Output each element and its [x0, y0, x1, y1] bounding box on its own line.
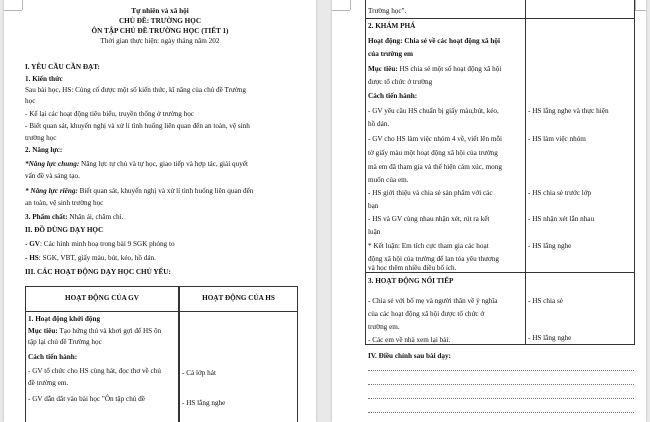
body-text: vấn đề và sáng tạo.	[25, 172, 80, 180]
margin-marker	[635, 0, 636, 10]
document-page-left	[4, 0, 316, 422]
margin-marker	[332, 10, 350, 11]
cell-text: Hoạt động: Chia sẻ về các hoạt động xã hội	[368, 37, 500, 45]
body-text: * Năng lực riêng: Biết quan sát, khuyến nghị và xử lí tình huống liên quan đến	[25, 187, 254, 195]
cell-text: Mục tiêu: HS chia sẻ một số hoạt động xã hội	[368, 65, 502, 73]
cell-text: Cách tiến hành:	[28, 353, 78, 361]
subject-heading: Tự nhiên và xã hội	[131, 7, 189, 15]
cell-text: - GV dẫn dắt vào bài học "Ôn tập chủ đề	[28, 395, 145, 403]
cell-text: hồ dán.	[368, 120, 390, 128]
cell-text: - GV cho HS làm việc nhóm 4 về, viết lên mỗi	[368, 135, 503, 143]
fill-line	[368, 412, 634, 413]
cell-text: - HS và GV cùng nhau nhận xét, rút ra kết	[368, 215, 490, 223]
cell-text: muốn của em.	[368, 176, 409, 184]
margin-marker	[635, 10, 646, 11]
cell-text: - GV yêu cầu HS chuẩn bị giấy màu,bút, kéo,	[368, 107, 499, 115]
activity-title: 1. Hoạt động khởi động	[28, 315, 101, 323]
activity-title: 2. KHÁM PHÁ	[368, 22, 416, 30]
cell-text: - HS chia sẻ	[528, 297, 563, 305]
cell-text: bạn	[368, 202, 379, 210]
cell-text: trường em.	[368, 323, 400, 331]
cell-text: - Các em về nhà xem lại bài.	[368, 336, 451, 344]
fill-line	[368, 384, 634, 385]
body-text: - GV: Các hình minh hoạ trong bài 9 SGK phóng to	[25, 240, 175, 248]
cell-text: Trường học".	[368, 7, 407, 15]
document-page-right	[332, 0, 646, 422]
body-text: học	[25, 97, 36, 105]
cell-text: mà em đã tham gia và thể hiện cảm xúc, mong	[368, 163, 502, 171]
body-text: Sau bài học, HS: Củng cố được một số kiến thức, kĩ năng của chủ đề Trường	[25, 86, 246, 94]
body-text: - Biết quan sát, khuyến nghị và xử lí tình huống liên quan đến an toàn, vệ sinh	[25, 122, 250, 130]
cell-text: Mục tiêu: Tạo hứng thú và khơi gợi để HS ôn	[28, 327, 162, 335]
cell-text: của các hoạt động xã hội được tổ chức ở	[368, 310, 485, 318]
cell-text: - Cả lớp hát	[182, 369, 216, 377]
cell-text: - Chia sẻ với bố mẹ và người thân về ý nghĩa	[368, 297, 498, 305]
cell-text: động xã hội của trường để lan tỏa yêu thương	[368, 255, 499, 263]
body-text: - Kể lại các hoạt động tiêu biểu, truyền thống ở trường học	[25, 110, 194, 118]
activity-title: 3. HOẠT ĐỘNG NỐI TIẾP	[368, 277, 454, 285]
subsection-heading: 2. Năng lực:	[25, 146, 63, 154]
section-heading: II. ĐỒ DÙNG DẠY HỌC	[25, 226, 104, 234]
section-heading: IV. Điều chỉnh sau bài dạy:	[368, 352, 451, 360]
fill-line	[368, 370, 634, 371]
cell-text: * Kết luận: Em tích cực tham gia các hoạt	[368, 242, 489, 250]
cell-text: được tổ chức ở trường	[368, 78, 433, 86]
cell-text: luận	[368, 228, 381, 236]
cell-text: đề trường em.	[28, 379, 69, 387]
cell-text: - GV tổ chức cho HS cùng hát, đọc thơ về chủ	[28, 367, 161, 375]
topic-heading: CHỦ ĐỀ: TRƯỜNG HỌC	[118, 17, 202, 25]
subsection-heading: 1. Kiến thức	[25, 75, 63, 83]
cell-text: - HS lắng nghe	[528, 242, 572, 250]
lesson-title: ÔN TẬP CHỦ ĐỀ TRƯỜNG HỌC (TIẾT 1)	[91, 27, 229, 35]
cell-text: tập lại chủ đề Trường học	[28, 338, 102, 346]
cell-text: - HS nhận xét lẫn nhau	[528, 215, 595, 223]
table-header-gv: HOẠT ĐỘNG CỦA GV	[65, 294, 139, 302]
body-text: 3. Phẩm chất: Nhân ái, chăm chỉ.	[25, 213, 124, 221]
cell-text: của trường em	[368, 50, 414, 58]
cell-text: - HS lắng nghe	[182, 399, 226, 407]
cell-text: - HS lắng nghe và thực hiện	[528, 107, 609, 115]
body-text: an toàn, vệ sinh trường học	[25, 199, 104, 207]
table-cell	[525, 18, 635, 273]
section-heading: III. CÁC HOẠT ĐỘNG DẠY HỌC CHỦ YẾU:	[25, 268, 171, 276]
date-line: Thời gian thực hiện: ngày tháng năm 202	[100, 37, 220, 45]
cell-text: và học thêm nhiều điều bổ ích.	[368, 264, 457, 272]
cell-text: - HS giới thiệu và chia sẻ sản phẩm với các	[368, 189, 493, 197]
cell-text: - HS làm việc nhóm	[528, 135, 586, 143]
margin-marker	[350, 0, 351, 10]
table-header-hs: HOẠT ĐỘNG CỦA HS	[202, 294, 275, 302]
body-text: *Năng lực chung: Năng lực tự chủ và tự học, giao tiếp và hợp tác, giải quyết	[25, 160, 249, 168]
fill-line	[368, 398, 634, 399]
cell-text: Cách tiến hành:	[368, 92, 418, 100]
cell-text: - HS lắng nghe	[528, 334, 572, 342]
section-heading: I. YÊU CẦU CẦN ĐẠT:	[25, 63, 100, 71]
cell-text: - HS chia sẻ trước lớp	[528, 189, 592, 197]
table-cell	[525, 0, 635, 19]
cell-text: tờ giấy màu một hoạt động xã hội của trường	[368, 149, 498, 157]
body-text: - HS: SGK, VBT, giấy màu, bút, kéo, hồ dán.	[25, 254, 156, 262]
body-text: trường học	[25, 134, 57, 142]
